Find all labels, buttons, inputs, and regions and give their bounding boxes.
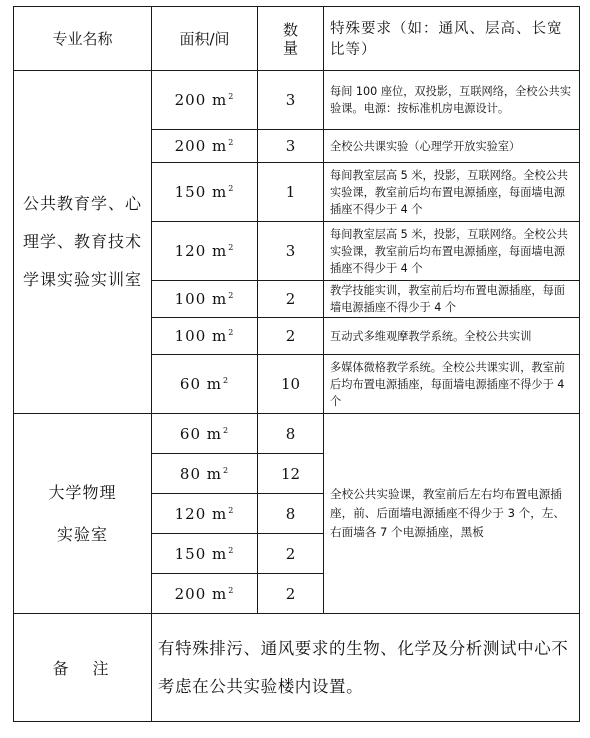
area-cell: 150 $m^2$ — [152, 163, 258, 222]
requirement-cell: 每间教室层高 5 米，投影，互联网络。全校公共实验课，教室前后均布置电源插座，每面墙电源插座不得少于 4 个 — [324, 163, 580, 222]
qty-cell: 2 — [258, 318, 324, 355]
qty-cell: 3 — [258, 130, 324, 163]
requirement-cell: 每间 100 座位，双投影，互联网络，全校公共实验课。电源：按标准机房电源设计。 — [324, 71, 580, 130]
qty-cell: 12 — [258, 454, 324, 494]
header-requirements: 特殊要求（如：通风、层高、长宽比等） — [324, 7, 580, 71]
area-cell: 100 $m^2$ — [152, 318, 258, 355]
remark-row — [14, 614, 580, 722]
qty-cell: 1 — [258, 163, 324, 222]
remark-label: 备 注 — [14, 614, 152, 722]
table-row — [14, 414, 580, 454]
group-major-line2: 实验室 — [56, 524, 108, 544]
area-cell: 200 $m^2$ — [152, 574, 258, 614]
table-row — [14, 71, 580, 130]
qty-cell: 3 — [258, 222, 324, 281]
area-cell: 60 $m^2$ — [152, 414, 258, 454]
qty-cell: 10 — [258, 355, 324, 414]
area-cell: 150 $m^2$ — [152, 534, 258, 574]
area-cell: 100 $m^2$ — [152, 281, 258, 318]
qty-cell: 8 — [258, 414, 324, 454]
requirement-cell: 教学技能实训，教室前后均布置电源插座，每面墙电源插座不得少于 4 个 — [324, 281, 580, 318]
group-major-cell: 公共教育学、心理学、教育技术学课实验实训室 — [14, 71, 152, 414]
area-cell: 80 $m^2$ — [152, 454, 258, 494]
area-cell: 200 $m^2$ — [152, 130, 258, 163]
requirement-cell: 全校公共课实验（心理学开放实验室） — [324, 130, 580, 163]
lab-requirements-table — [13, 6, 580, 722]
requirement-cell: 多媒体微格教学系统。全校公共课实训，教室前后均布置电源插座，每面墙电源插座不得少于 4 个 — [324, 355, 580, 414]
header-qty-line2: 量 — [282, 38, 298, 57]
requirement-cell: 每间教室层高 5 米，投影，互联网络。全校公共实验课，教室前后均布置电源插座，每面墙电源插座不得少于 4 个 — [324, 222, 580, 281]
qty-cell: 2 — [258, 281, 324, 318]
shared-requirement-cell: 全校公共实验课，教室前后左右均布置电源插座，前、后面墙电源插座不得少于 3 个，左、右面墙各 7 个电源插座，黑板 — [324, 414, 580, 614]
header-area: 面积/间 — [152, 7, 258, 71]
remark-text: 有特殊排污、通风要求的生物、化学及分析测试中心不考虑在公共实验楼内设置。 — [152, 614, 580, 722]
area-cell: 200 $m^2$ — [152, 71, 258, 130]
header-qty-line1: 数 — [282, 20, 298, 39]
area-cell: 60 $m^2$ — [152, 355, 258, 414]
group-major-line1: 大学物理 — [48, 482, 117, 502]
header-major: 专业名称 — [14, 7, 152, 71]
qty-cell: 2 — [258, 534, 324, 574]
qty-cell: 3 — [258, 71, 324, 130]
qty-cell: 2 — [258, 574, 324, 614]
group-major-cell — [14, 414, 152, 614]
requirement-cell: 互动式多维观摩教学系统。全校公共实训 — [324, 318, 580, 355]
header-qty — [258, 7, 324, 71]
qty-cell: 8 — [258, 494, 324, 534]
header-row — [14, 7, 580, 71]
area-cell: 120 $m^2$ — [152, 494, 258, 534]
area-cell: 120 $m^2$ — [152, 222, 258, 281]
